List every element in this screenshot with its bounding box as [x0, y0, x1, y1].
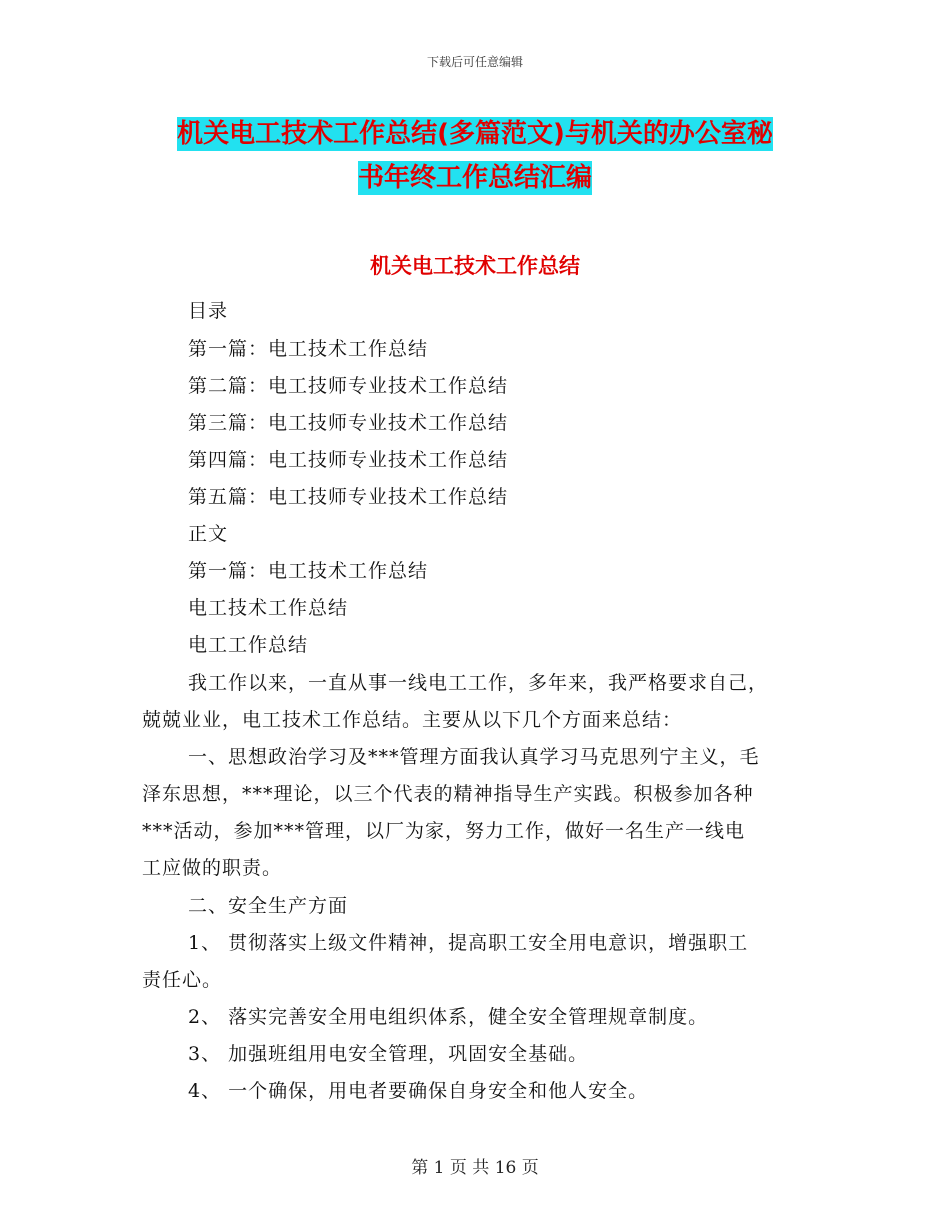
list-item: 4、 一个确保，用电者要确保自身安全和他人安全。 — [188, 1080, 649, 1102]
toc-item-4: 第四篇：电工技师专业技术工作总结 — [188, 449, 509, 471]
paragraph-line: 二、安全生产方面 — [188, 895, 349, 917]
paragraph-line: 泽东思想，***理论，以三个代表的精神指导生产实践。积极参加各种 — [142, 783, 754, 805]
chapter-heading: 第一篇：电工技术工作总结 — [188, 560, 429, 582]
toc-heading: 目录 — [188, 300, 229, 322]
paragraph-line: 工应做的职责。 — [142, 857, 283, 879]
body-heading: 正文 — [188, 523, 229, 545]
section-title: 机关电工技术工作总结 — [370, 254, 580, 278]
document-title-text-1: 机关电工技术工作总结(多篇范文)与机关的办公室秘 — [177, 119, 773, 149]
document-title-line-2 — [140, 157, 810, 194]
paragraph-line: 一、思想政治学习及***管理方面我认真学习马克思列宁主义，毛 — [188, 746, 760, 768]
toc-item-2: 第二篇：电工技师专业技术工作总结 — [188, 375, 509, 397]
subheading: 电工工作总结 — [188, 634, 309, 656]
paragraph-line: 我工作以来，一直从事一线电工工作，多年来，我严格要求自己， — [188, 672, 769, 694]
document-title-line-1 — [140, 113, 810, 150]
list-item-continuation: 责任心。 — [142, 969, 223, 991]
toc-item-3: 第三篇：电工技师专业技术工作总结 — [188, 412, 509, 434]
list-item: 1、 贯彻落实上级文件精神，提高职工安全用电意识，增强职工 — [188, 932, 749, 954]
list-item: 2、 落实完善安全用电组织体系，健全安全管理规章制度。 — [188, 1006, 709, 1028]
page-header-note: 下载后可任意编辑 — [426, 55, 523, 69]
toc-item-1: 第一篇：电工技术工作总结 — [188, 338, 429, 360]
subheading: 电工技术工作总结 — [188, 597, 349, 619]
list-item: 3、 加强班组用电安全管理，巩固安全基础。 — [188, 1043, 589, 1065]
paragraph-line: 兢兢业业，电工技术工作总结。主要从以下几个方面来总结： — [142, 709, 683, 731]
document-title-text-2: 书年终工作总结汇编 — [357, 163, 592, 193]
paragraph-line: ***活动，参加***管理，以厂为家，努力工作，做好一名生产一线电 — [142, 820, 746, 842]
page-footer: 第 1 页 共 16 页 — [411, 1158, 539, 1178]
toc-item-5: 第五篇：电工技师专业技术工作总结 — [188, 486, 509, 508]
